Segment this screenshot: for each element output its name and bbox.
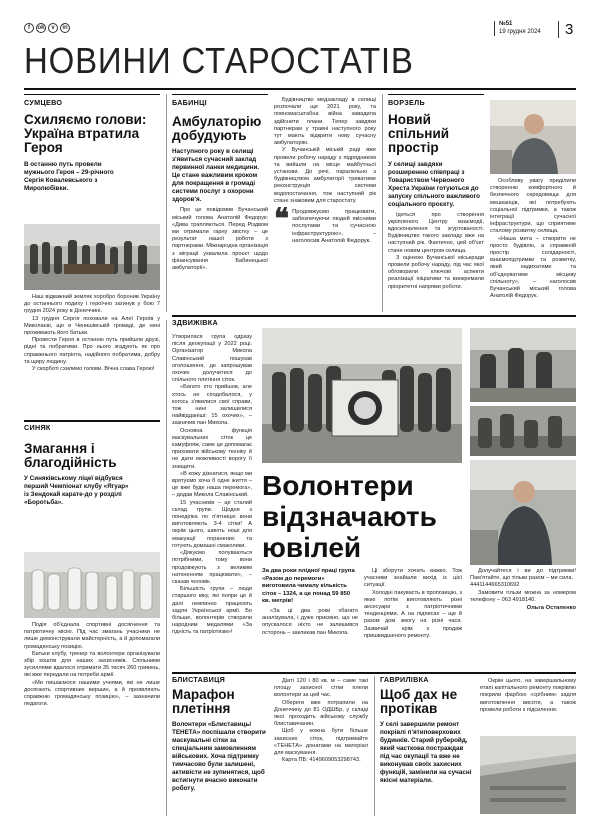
vorzel-lead: У селищі завдяки розширенню співпраці з Товариством Червоного Хреста України готуються до запуску спільного важливого соціального проєкту. bbox=[388, 160, 480, 208]
rubric-synyak: СИНЯК bbox=[24, 423, 51, 432]
blystavytsia-card: Карта ПБ: 4149609053298743. bbox=[282, 757, 361, 764]
zdvyzhivka-paragraph: 15 учасників – це сталий склад групи. Щодня з понеділка по п'ятницю вони виготовляють 3-4 сітки! А окрім цього, шиють ноші для евакуації поранених та готують домашні смаколики. bbox=[172, 499, 252, 549]
column-divider bbox=[382, 94, 383, 312]
babyntsi-title: Амбулаторію добудують bbox=[172, 114, 262, 144]
header-rule bbox=[24, 88, 576, 90]
zdvyzhivka-col-c bbox=[470, 568, 576, 612]
blystavytsia-paragraph: Діаті 120 і 80 кв. м – саме такі площу захисної сітки плели волонтери за цей час. bbox=[274, 678, 368, 699]
column-divider bbox=[166, 94, 167, 312]
zdvyzhivka-col1 bbox=[172, 334, 252, 637]
synyak-paragraph: «Ми пишаємося нашими учнями, які не лише досягають спортивних вершин, а й проявляють справжню громадянську позицію», – зазначили педагоги. bbox=[24, 679, 160, 708]
volunteers-group-photo bbox=[262, 328, 462, 463]
issue-info bbox=[494, 21, 541, 36]
blystavytsia-paragraph: Обереги вже потрапили на Донеччину до 81 ОДШБр, у складі якої проходить військову службу блиставичанин. bbox=[274, 699, 368, 728]
odnoklassniki-icon[interactable]: ok bbox=[37, 25, 45, 31]
babyntsi-body bbox=[172, 207, 268, 272]
synyak-paragraph: Батьки клубу, тренер та волонтери організували збір коштів для наших захисників. Спільними зусиллями вдалося отримати 35 тисяч 260 гривень, які вже передали на потреби армії. bbox=[24, 650, 160, 679]
rubric-babyntsi: БАБИНЦІ bbox=[172, 94, 268, 107]
viber-icon[interactable]: v bbox=[48, 23, 58, 33]
card-number: 4441144665310692 bbox=[470, 582, 520, 589]
section-rule bbox=[172, 672, 576, 674]
zdvyzhivka-paragraph: Основна функція маскувальних сіток це камуфляж, саме це допомагає приховати військову техніку й не дати можливості ворогу її знищити. bbox=[172, 427, 252, 470]
author-signature: Ольга Остапенко bbox=[526, 605, 576, 612]
funeral-photo bbox=[24, 224, 160, 290]
quote-mark-icon: ❝ bbox=[274, 202, 290, 236]
volunteers-photo-2 bbox=[470, 406, 576, 456]
synyak-article bbox=[24, 423, 160, 507]
vorzel-photo bbox=[490, 100, 576, 174]
babyntsi-col2 bbox=[274, 97, 376, 245]
havrylivka-title: Щоб дах не протікав bbox=[380, 687, 458, 717]
rubric-sumtsevo: СУМЦЕВО bbox=[24, 94, 160, 107]
babyntsi-lead: Наступного року в селищі з'явиться сучасний заклад первинної ланки медицини. Це стане важливим кроком для покращення в громаді системи послуг з охорони здоров'я. bbox=[172, 148, 260, 204]
rubric-blystavytsia: БЛИСТАВИЦЯ bbox=[172, 675, 226, 684]
babyntsi-paragraph: У Бучанській міській раді вже провели робочу нараду з підрядником та вийшли на місце майбутньої установи. До речі, паралельно з будівництвом амбулаторії триватиме реконструкція системи водопостачання, тож наступний рік стане знаковим для старостату. bbox=[274, 147, 376, 204]
blystavytsia-col1 bbox=[172, 688, 268, 793]
volunteers-photo-1 bbox=[470, 328, 576, 402]
sumtsevo-title: Схиляємо голови: Україна втратила Героя bbox=[24, 112, 147, 156]
zdvyzhivka-paragraph: Долучайтеся і ви до підтримки! Пам'ятайте, що тільки разом – ми сила. bbox=[470, 568, 576, 582]
vorzel-paragraph: «Наша мета – створити не просто будівлю, а справжній простір солідарності, взаємопідтримки та розвитку, який надихатиме та об'єднуватиме місцеву спільноту», – наголосив Бучанський міський голова Анатолій Федорук. bbox=[490, 235, 576, 300]
section-rule bbox=[172, 315, 576, 317]
babyntsi-paragraph: Будівництво медзакладу в селищі розпочали ще 2021 року, та повномасштабна війна завадила здійснити плани. Тепер завдяки партнерам у травні наступного року тут мають відкрити нову сучасну амбулаторію. bbox=[274, 97, 376, 147]
zdvyzhivka-paragraph: «Багато хто прийшов, але хтось не сподобалося, у когось з'явилися свої справи, тож нині залишилися найвідданіші: 15 охочих», – зазначив пан Микола. bbox=[172, 384, 252, 427]
zdvyzhivka-paragraph: Ці зборути хочать важко. Тож учасники знайшли вихід із цієї ситуації. bbox=[364, 568, 462, 589]
zdvyzhivka-big-title: Волонтери відзначають ювілей bbox=[262, 470, 437, 563]
page-title: НОВИНИ СТАРОСТАТІВ bbox=[24, 40, 414, 81]
blystavytsia-lead: Волонтери «Блиставицьі ТЕНЕТА» поспішали створити маскувальні сітки за спеціальним замовленням військових. Хоча підтримку тимчасово були залишені, активісти не зупинятися, щоб встигнути вчасно виконати роботу. bbox=[172, 721, 266, 793]
zdvyzhivka-col-a2 bbox=[262, 608, 358, 637]
facebook-icon[interactable]: f bbox=[24, 23, 34, 33]
instagram-icon[interactable]: in bbox=[60, 23, 70, 33]
zdvyzhivka-paragraph: Більшість групи – люди старшого віку, які попри це й далі невпинно працюють задля Української армії. Бо більше, волонтерів створили народним медалями «За гідність та патріотизм»! bbox=[172, 586, 252, 636]
rubric-vorzel: ВОРЗЕЛЬ bbox=[388, 94, 484, 107]
sumtsevo-paragraph: 13 грудня Сергія поховали на Алеї Героїв у Миколаєві, що в Ченишівській громаді, де нині проживають його батьки. bbox=[24, 315, 160, 337]
havrylivka-lead: У селі завершили ремонт покрівлі п'ятиповерхових будинків. Старий руберойд, який часткова постраждав під час окупації та вже не виконував своїх захисних функцій, замінили на сучасні якісні матеріали. bbox=[380, 721, 472, 785]
rubric-havrylivka: ГАВРИЛІВКА bbox=[380, 675, 429, 684]
sumtsevo-paragraph: У скорботі схилимо голови. Вічна слава Герою! bbox=[32, 366, 155, 373]
social-icons bbox=[24, 23, 72, 33]
zdvyzhivka-paragraph: «Дякуємо полуваються потрібними, тому вони продовжують з великим натхненням працювати», – сказав чоловік. bbox=[172, 550, 252, 585]
page-number: 3 bbox=[558, 21, 573, 38]
synyak-lead: У Синяківському ліцеї відбувся перший Чемпіонат клубу «Ягуар» із Зендокай карате-до у розділі «Боротьба». bbox=[24, 475, 129, 507]
blystavytsia-paragraph: Щоб у кожна бути більше захисних сіток, підтримайте «ТЕНЕТА» донатами на матеріал для маскування. bbox=[274, 728, 368, 757]
blystavytsia-title: Марафон плетіння bbox=[172, 687, 235, 717]
vorzel-body bbox=[388, 212, 484, 291]
zdvyzhivka-paragraph: Утворилася група одразу після деокупації у 2022 році. Організатор Микола Славінський пошукав оголошення, де запрошував охочих долучитися до спільного плетіння сіток. bbox=[172, 334, 252, 384]
zdvyzhivka-col-b bbox=[364, 568, 462, 640]
sumtsevo-paragraph: Провести Героя в останню путь прийшли друзі, рідні та побратими. Про нього згадують як про справжнього патріота, надійного побратима, добру та щиру людину. bbox=[24, 337, 160, 365]
blystavytsia-col2 bbox=[274, 678, 368, 764]
havrylivka-col2 bbox=[480, 678, 576, 714]
column-divider bbox=[374, 676, 375, 816]
vorzel-paragraph: Ідеться про створення укріпленого Центру взаємодії, вдосконалення та згуртованості. Будівництво такого закладу вже на наступний рік. Фактично, цей об'єкт стане новим центром селища. bbox=[388, 211, 484, 254]
vorzel-col2 bbox=[490, 178, 576, 300]
zdvyzhivka-paragraph: Замовити гільзи можна за номером телефону – 063 4918140. bbox=[470, 589, 576, 603]
zdvyzhivka-paragraph: Холодні пакувасть в пропозицію, з яких потім виготовляють різні аксесуари з патріотичними тенденціями. А на підписах – ще й разом дом змогу на різні часи. Зазвичай крім з продаж пришвидшеного ремонту. bbox=[364, 589, 462, 639]
synyak-title: Змагання і благодійність bbox=[24, 441, 117, 471]
zdvyzhivka-paragraph: «За ці два роки хбагато аналізувала, і дуже приємно, що не опускалося ніхто не залишився осторонь – закликав пан Микола. bbox=[262, 608, 358, 636]
vorzel-article bbox=[388, 94, 484, 291]
volunteers-photo-3 bbox=[470, 460, 576, 565]
karate-photo bbox=[24, 552, 160, 618]
synyak-body bbox=[24, 622, 160, 708]
column-divider bbox=[166, 320, 167, 816]
vorzel-title: Новий спільний простір bbox=[388, 112, 450, 156]
zdvyzhivka-lead: За два роки плідної праці група «Разом до перемоги» виготовила чималу кількість сіток – 1324, а це понад 59 850 кв. метрів! bbox=[262, 568, 355, 605]
sumtsevo-lead: В останню путь провели мужнього Героя – 29-річного Сергія Ковалевського з Миролюбівки. bbox=[24, 160, 114, 192]
zdvyzhivka-paragraph: «В кожу дізнатися, якщо ми врятуємо хоча б одне життя – це вже буде наша перемога», – додав Микола Славінський. bbox=[172, 470, 252, 499]
babyntsi-col1 bbox=[172, 115, 268, 272]
sumtsevo-paragraph: Наш відважний земляк хоробро боронив Україну до останнього подиху і героїчно загинув у бою 7 грудня 2024 року в Донеччині. bbox=[24, 294, 160, 315]
vorzel-paragraph: Особливу увагу приділили створенню комфортного й безпечного середовища для мешканців, які потребують соціальної підтримки, а також інтеграції сучасної інфраструктури, що сприятиме сталому розвитку селища. bbox=[490, 178, 576, 235]
vorzel-paragraph: З оцінкою Бучанської міськради провели робочу нараду, під час якої обговорили ключові аспекти реалізації ініціативи та виокремили пріоритетні напрями роботи. bbox=[388, 254, 484, 290]
roof-photo bbox=[480, 736, 576, 814]
issue-date: 19 грудня 2024 bbox=[499, 28, 541, 35]
rubric-zdvyzhivka: ЗДВИЖІВКА bbox=[172, 318, 218, 327]
issue-number: №51 bbox=[499, 21, 513, 27]
synyak-paragraph: Подія об'єднала спортивні досягнення та патріотичну місію. Під час змагань учасники не лише демонстрували майстерність, а й допомагали громадянську позицію. bbox=[24, 622, 160, 650]
sumtsevo-body bbox=[24, 294, 160, 373]
havrylivka-col1 bbox=[380, 688, 472, 785]
section-rule bbox=[24, 420, 160, 422]
babyntsi-quote-text: Продовжуємо працювати, забезпечуючи людей якісними послугами та сучасною інфраструктурою», – наголосив Анатолій Федорук. bbox=[292, 209, 376, 244]
babyntsi-quote bbox=[274, 202, 376, 245]
sumtsevo-article bbox=[24, 94, 160, 193]
havrylivka-paragraph: Окрім цього, на завершальному етапі капітального ремонту покрівлю покрили фарбою «срібним» задля виготовлення висоти, а також провели роботи з підсилення. bbox=[480, 678, 576, 713]
babyntsi-paragraph: Про це повідомив Бучанський міський голова Анатолій Федорук: «Дива трапляються. Перед Різдвом ми отримали гарну звістку – це результат нашої роботи з партнерами. Міжнародна організація з міграції ухвалила проєкт щодо фінансування Бабинецької амбулаторії». bbox=[172, 207, 268, 271]
